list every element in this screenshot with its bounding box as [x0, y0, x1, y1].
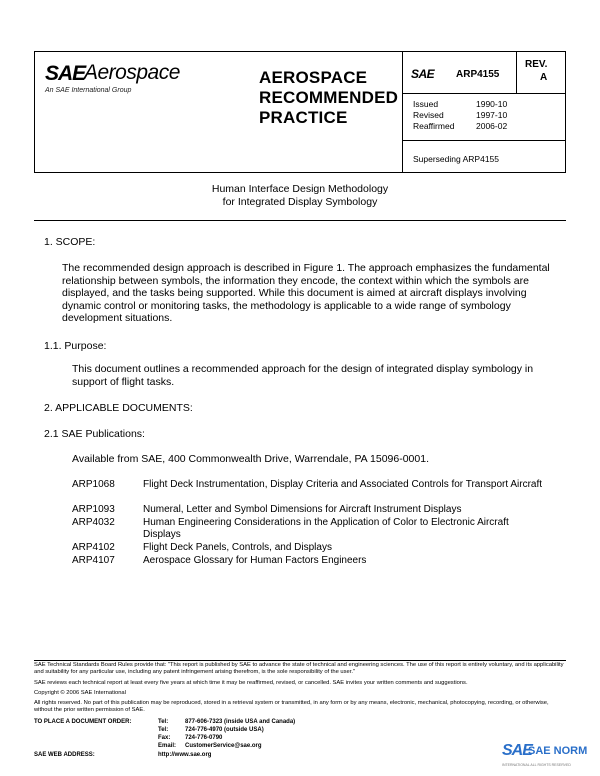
header-divider-rev — [402, 93, 566, 94]
rev-divider — [516, 51, 517, 93]
doc-type-line-3: PRACTICE — [259, 108, 348, 127]
footer-copyright: Copyright © 2006 SAE International — [34, 690, 126, 696]
email-link[interactable]: CustomerService@sae.org — [185, 743, 262, 749]
reaffirmed-label: Reaffirmed — [413, 121, 455, 131]
section-2-1-text: Available from SAE, 400 Commonwealth Drive, Warrendale, PA 15096-0001. — [72, 453, 429, 465]
section-1-1-text: This document outlines a recommended approach for the design of integrated display symbology in support of flight tasks. — [72, 363, 534, 388]
document-title-line-1: Human Interface Design Methodology — [211, 183, 389, 195]
document-title-line-2: for Integrated Display Symbology — [222, 196, 378, 208]
revised-date: 1997-10 — [476, 110, 508, 120]
reference-id: ARP4032 — [72, 517, 115, 528]
revision-value: A — [540, 72, 548, 83]
reference-id: ARP1093 — [72, 504, 115, 515]
reference-id: ARP4107 — [72, 555, 115, 566]
contact-value: 877-606-7323 (inside USA and Canada) — [185, 719, 296, 725]
title-rule — [34, 220, 566, 221]
section-2-heading: 2. APPLICABLE DOCUMENTS: — [44, 402, 193, 414]
aerospace-logo-text: Aerospace — [84, 61, 180, 84]
issued-date: 1990-10 — [476, 99, 508, 109]
section-1-text: The recommended design approach is described in Figure 1. The approach emphasizes the fundamental relationship between symbols, the information they encode, the context within which the symbols are displayed, and the tasks being supported. While this document is aimed at aircraft displays involving dynamic control or monitoring tasks, the methodology is applicable to a wide range of symbology development situations. — [62, 262, 550, 324]
reference-title: Aerospace Glossary for Human Factors Engineers — [143, 555, 367, 566]
contact-key: Email: — [158, 743, 177, 749]
section-2-1-heading: 2.1 SAE Publications: — [44, 428, 145, 440]
footer-rule — [34, 660, 566, 661]
contact-value: 724-776-0790 — [185, 735, 223, 741]
sae-small-logo: SAE — [411, 67, 435, 81]
reference-id: ARP1068 — [72, 479, 115, 490]
reference-title: Flight Deck Panels, Controls, and Displays — [143, 542, 332, 553]
reference-title: Human Engineering Considerations in the Application of Color to Electronic Aircraft Displays — [143, 517, 509, 540]
revision-label: REV. — [525, 59, 548, 70]
footer-review-note: SAE reviews each technical report at least every five years at which time it may be reaffirmed, revised, or cancelled. SAE invites your written comments and suggestions. — [34, 680, 468, 686]
reference-title: Flight Deck Instrumentation, Display Criteria and Associated Controls for Transport Aircraft — [143, 479, 543, 490]
header-divider-dates — [402, 140, 566, 141]
doc-type-line-1: AEROSPACE — [259, 68, 368, 87]
revised-label: Revised — [413, 110, 444, 120]
sae-logo: SAE — [45, 62, 86, 85]
section-1-1-heading: 1.1. Purpose: — [44, 340, 107, 352]
logo-subtitle: An SAE International Group — [45, 87, 132, 94]
issued-label: Issued — [413, 99, 439, 109]
reference-id: ARP4102 — [72, 542, 115, 553]
contact-key: Fax: — [158, 735, 171, 741]
web-address-link[interactable]: http://www.sae.org — [158, 752, 212, 758]
supersedes-note: Superseding ARP4155 — [413, 154, 500, 164]
web-label: SAE WEB ADDRESS: — [34, 752, 95, 758]
sae-norm-logo-icon: SAE — [502, 742, 532, 759]
header-divider-vertical — [402, 51, 403, 173]
footer-rights: All rights reserved. No part of this publication may be reproduced, stored in a retrieval system or transmitted, in any form or by any means, electronic, mechanical, photocopying, recording, or otherwise, without the prior written permission of SAE. — [34, 700, 549, 714]
reaffirmed-date: 2006-02 — [476, 121, 508, 131]
order-label: TO PLACE A DOCUMENT ORDER: — [34, 719, 132, 725]
document-number: ARP4155 — [456, 69, 500, 80]
sae-norm-text: SAE NORM — [528, 745, 588, 757]
contact-value: 724-776-4970 (outside USA) — [185, 727, 264, 733]
sae-norm-subtext: INTERNATIONAL ALL RIGHTS RESERVED — [502, 763, 571, 767]
contact-key: Tel: — [158, 719, 169, 725]
section-1-heading: 1. SCOPE: — [44, 236, 96, 248]
footer-board-rules: SAE Technical Standards Board Rules provide that: "This report is published by SAE to advance the state of technical and engineering sciences. The use of this report is entirely voluntary, and its applicability and suitability for any particular use, including any patent infringement arising therefrom, is the sole responsibility of the user." — [34, 662, 564, 676]
contact-key: Tel: — [158, 727, 169, 733]
doc-type-line-2: RECOMMENDED — [259, 88, 399, 107]
reference-title: Numeral, Letter and Symbol Dimensions for Aircraft Instrument Displays — [143, 504, 462, 515]
